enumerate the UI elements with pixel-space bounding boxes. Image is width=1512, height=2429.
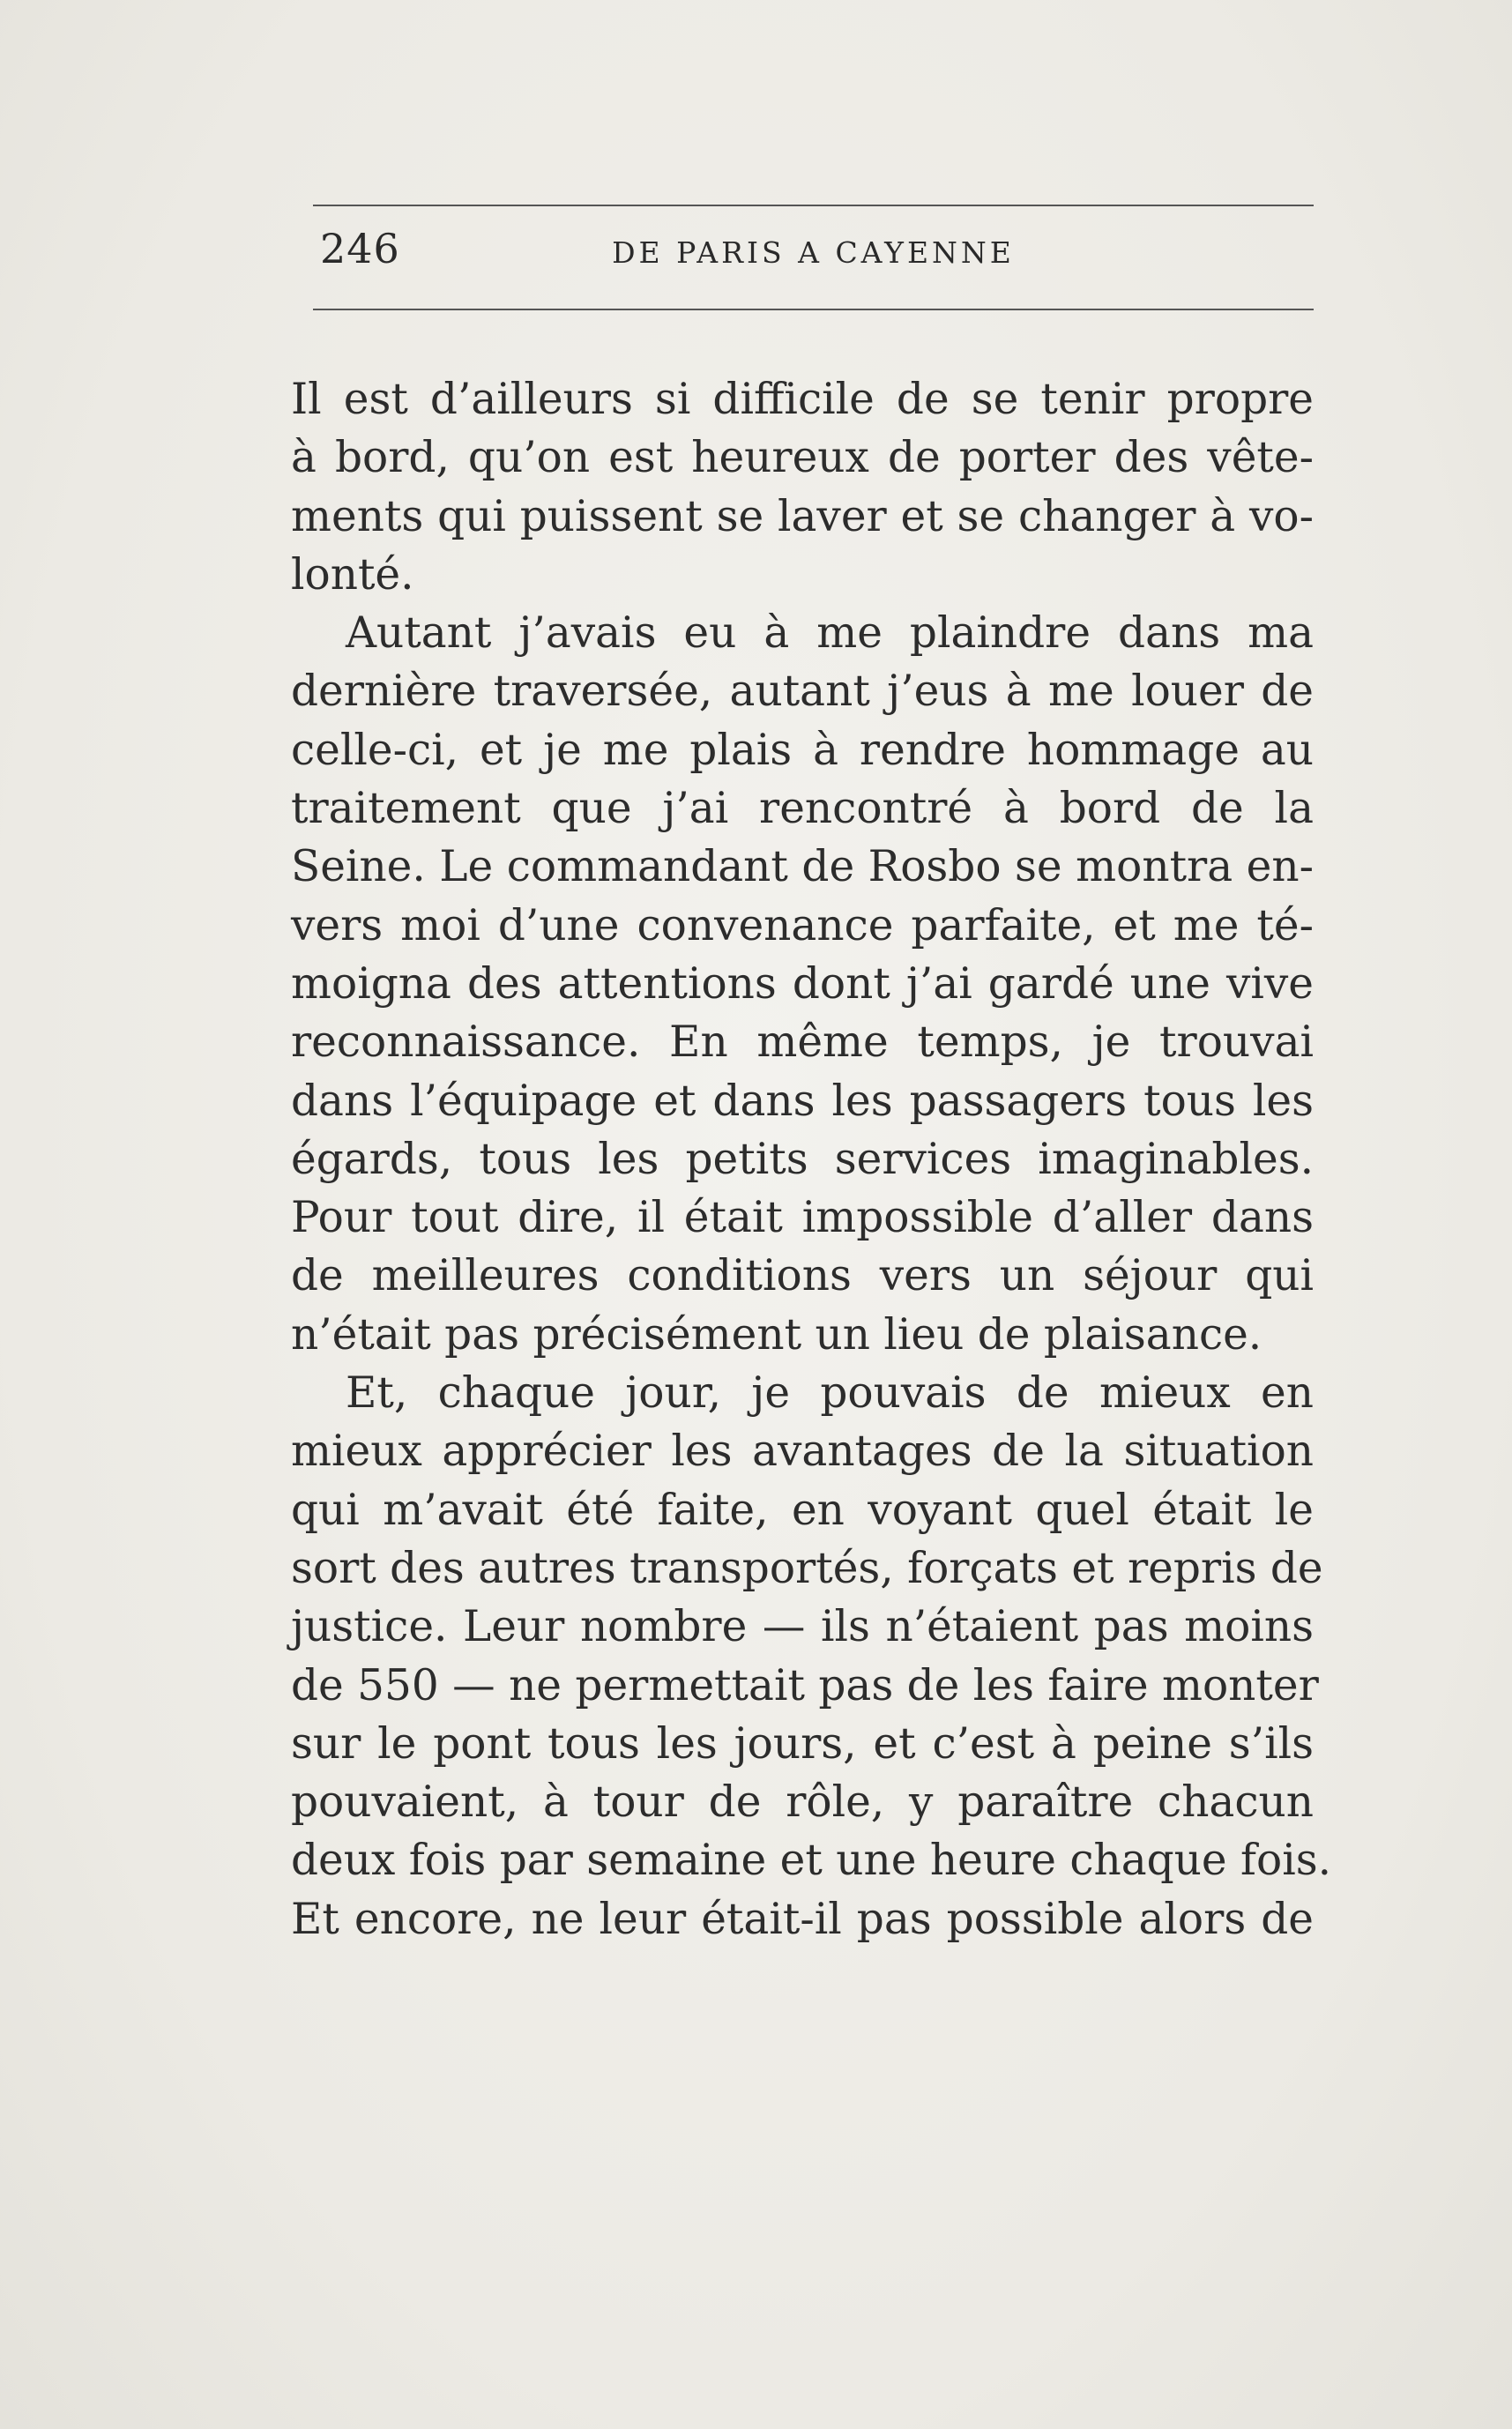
text-line: mieux apprécier les avantages de la situation [291, 1427, 1314, 1477]
text-line: Autant j’avais eu à me plaindre dans ma [346, 608, 1314, 659]
text-line: justice. Leur nombre — ils n’étaient pas moins [291, 1602, 1314, 1652]
text-line: sur le pont tous les jours, et c’est à peine s’ils [291, 1718, 1314, 1769]
running-title: DE PARIS A CAYENNE [612, 235, 1015, 270]
text-line: pouvaient, à tour de rôle, y paraître chacun [291, 1777, 1314, 1828]
text-line: moigna des attentions dont j’ai gardé une vive [291, 958, 1314, 1009]
text-line: deux fois par semaine et une heure chaque fois. [291, 1836, 1332, 1886]
page-number: 246 [320, 225, 400, 272]
text-line: de 550 — ne permettait pas de les faire monter [291, 1660, 1319, 1710]
header-top-rule [313, 205, 1314, 206]
text-line: n’était pas précisément un lieu de plaisance. [291, 1309, 1262, 1360]
text-line: ments qui puissent se laver et se changer à vo- [291, 491, 1314, 541]
text-line: celle-ci, et je me plais à rendre hommage au [291, 725, 1314, 775]
text-line: de meilleures conditions vers un séjour qui [291, 1251, 1314, 1301]
text-line: Seine. Le commandant de Rosbo se montra en- [291, 842, 1314, 892]
text-line: reconnaissance. En même temps, je trouvai [291, 1017, 1314, 1068]
text-line: Et, chaque jour, je pouvais de mieux en [346, 1368, 1314, 1419]
text-line: dernière traversée, autant j’eus à me louer de [291, 667, 1314, 717]
text-line: Il est d’ailleurs si difficile de se tenir propre [291, 375, 1314, 424]
text-line: dans l’équipage et dans les passagers tous les [291, 1076, 1314, 1126]
text-line: égards, tous les petits services imaginables. [291, 1134, 1314, 1184]
body-text [291, 370, 1332, 1948]
text-line: traitement que j’ai rencontré à bord de la [291, 784, 1314, 834]
text-line: vers moi d’une convenance parfaite, et me té- [291, 900, 1314, 950]
text-line: qui m’avait été faite, en voyant quel était le [291, 1485, 1314, 1535]
text-line: Et encore, ne leur était-il pas possible alors de [291, 1894, 1314, 1944]
header-bottom-rule [313, 309, 1314, 310]
text-line: sort des autres transportés, forçats et repris de [291, 1543, 1323, 1593]
page-header [313, 225, 1314, 287]
text-line: à bord, qu’on est heureux de porter des vête- [291, 433, 1314, 483]
text-line: Pour tout dire, il était impossible d’aller dans [291, 1193, 1314, 1243]
text-line: lonté. [291, 549, 414, 600]
